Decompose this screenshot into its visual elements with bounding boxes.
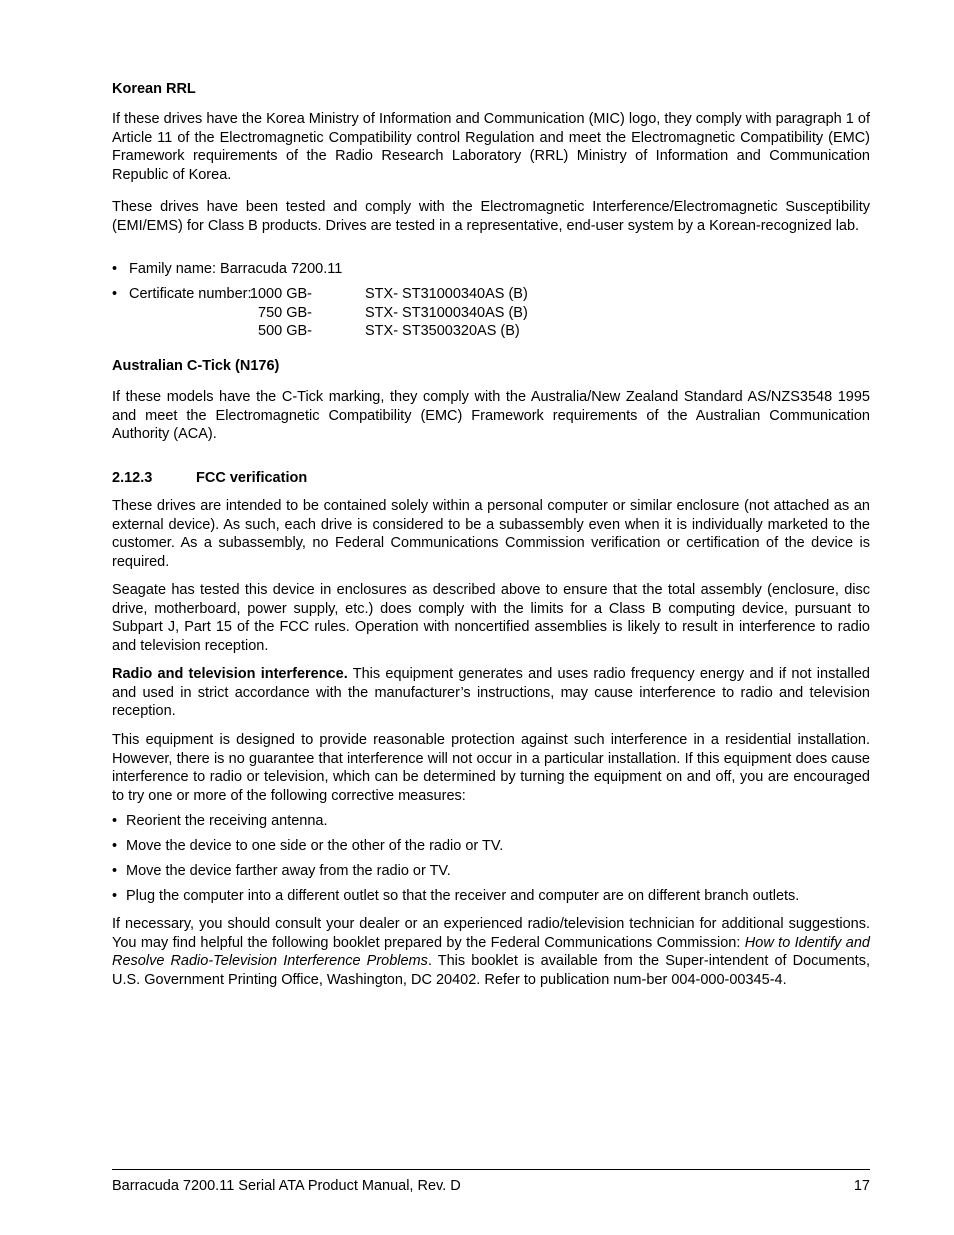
certificate-part-number: STX- ST31000340AS (B) (365, 286, 528, 302)
certificate-capacity: 1000 GB- (249, 286, 312, 302)
measure-item (112, 862, 870, 881)
booklet-text-a: If necessary, you should consult your dealer or an experienced radio/television technician for additional suggestions. You may find helpful the following booklet prepared by the Federal Communications Commission: (112, 916, 870, 951)
measure-text: Move the device farther away from the radio or TV. (126, 863, 451, 879)
bullet-dot: • (112, 863, 118, 879)
certificate-capacity: 500 GB- (258, 323, 312, 339)
radio-tv-interference-text: This equipment generates and uses radio frequency energy and if not installed and used in strict accordance with the manufacturer’s instructions, may cause interference to radio and television reception. (112, 666, 870, 719)
certificate-part-number: STX- ST31000340AS (B) (365, 304, 528, 321)
certificate-label: Certificate number: (129, 286, 252, 302)
family-name-text: Family name: Barracuda 7200.11 (129, 261, 343, 277)
measure-text: Move the device to one side or the other of the radio or TV. (126, 838, 504, 854)
fcc-paragraph-1: These drives are intended to be contained solely within a personal computer or similar enclosure (not attached as an external device). As such, each drive is considered to be a subassembly even when it is individually marketed to the customer. As a subassembly, no Federal Communications Commission verification or certification of the device is required. (112, 498, 870, 570)
certificate-row (112, 304, 870, 323)
bullet-dot: • (112, 286, 118, 302)
footer-rule (112, 1169, 870, 1170)
measure-item (112, 812, 870, 831)
australian-ctick-heading: Australian C-Tick (N176) (112, 358, 280, 374)
bullet-dot: • (112, 261, 118, 277)
bullet-dot: • (112, 838, 118, 854)
fcc-paragraph-5 (112, 915, 870, 989)
measure-item (112, 837, 870, 856)
footer-document-title: Barracuda 7200.11 Serial ATA Product Manual, Rev. D (112, 1178, 461, 1194)
section-title: FCC verification (196, 470, 308, 486)
certificate-row (112, 322, 870, 341)
page-number: 17 (853, 1178, 870, 1194)
australian-ctick-paragraph: If these models have the C-Tick marking, they comply with the Australia/New Zealand Standard AS/NZS3548 1995 and meet the Electromagnetic Compatibility (EMC) Framework requirements of the Australian Communication Authority (ACA). (112, 389, 870, 442)
bullet-dot: • (112, 888, 118, 904)
korean-rrl-paragraph-2: These drives have been tested and comply with the Electromagnetic Interference/Electromagnetic Susceptibility (EMI/EMS) for Class B products. Drives are tested in a representative, end-user system by a Korean-recognized lab. (112, 199, 870, 234)
booklet-text-b: . This booklet is available from the Super-intendent of Documents, U.S. Government Printing Office, Washington, DC 20402. Refer to publication num-ber 004-000-00345-4. (112, 953, 870, 988)
fcc-paragraph-4: This equipment is designed to provide reasonable protection against such interference in a residential installation. However, there is no guarantee that interference will not occur in a particular installation. If this equipment does cause interference to radio or television, which can be determined by turning the equipment on and off, you are encouraged to try one or more of the following corrective measures: (112, 732, 870, 804)
measure-item (112, 887, 870, 906)
radio-tv-interference-lead: Radio and television interference. (112, 666, 348, 682)
family-name-bullet (112, 260, 870, 279)
measure-text: Reorient the receiving antenna. (126, 813, 328, 829)
section-number: 2.12.3 (112, 470, 153, 486)
fcc-paragraph-2: Seagate has tested this device in enclosures as described above to ensure that the total assembly (enclosure, disc drive, motherboard, power supply, etc.) does comply with the limits for a Class B computing device, pursuant to Subpart J, Part 15 of the FCC rules. Operation with noncertified assemblies is likely to result in interference to radio and television reception. (112, 582, 870, 654)
korean-rrl-heading: Korean RRL (112, 81, 196, 97)
fcc-section-heading (112, 469, 307, 488)
korean-rrl-paragraph-1: If these drives have the Korea Ministry of Information and Communication (MIC) logo, they comply with paragraph 1 of Article 11 of the Electromagnetic Compatibility control Regulation and meet the Electromagnetic Compatibility (EMC) Framework requirements of the Radio Research Laboratory (RRL) Ministry of Information and Communication Republic of Korea. (112, 111, 870, 183)
certificate-capacity: 750 GB- (258, 304, 312, 321)
fcc-paragraph-3 (112, 665, 870, 721)
certificate-part-number: STX- ST3500320AS (B) (365, 323, 520, 339)
certificate-list (112, 285, 870, 341)
measure-text: Plug the computer into a different outlet so that the receiver and computer are on different branch outlets. (126, 888, 800, 904)
booklet-title: How to Identify and Resolve Radio-Television Interference Problems (112, 934, 870, 969)
certificate-row (112, 285, 870, 304)
bullet-dot: • (112, 813, 118, 829)
